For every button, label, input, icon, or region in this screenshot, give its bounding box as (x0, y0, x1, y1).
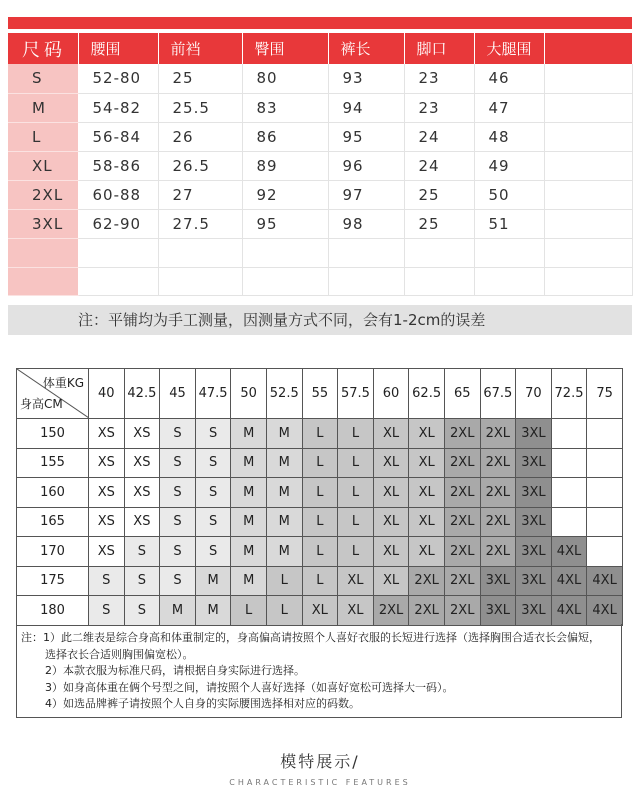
size-recommendation-cell (551, 448, 587, 478)
height-row (17, 419, 623, 449)
size-recommendation-cell: S (195, 419, 231, 449)
height-label-cell: 170 (17, 537, 89, 567)
size-recommendation-cell: S (195, 507, 231, 537)
size-recommendation-cell: S (195, 537, 231, 567)
size-recommendation-cell: XL (338, 596, 374, 626)
size-recommendation-cell: XL (409, 478, 445, 508)
size-recommendation-cell: L (302, 537, 338, 567)
size-recommendation-cell: XS (124, 478, 160, 508)
size-recommendation-cell: 2XL (444, 566, 480, 596)
size-value-cell: 26.5 (158, 151, 242, 180)
height-row (17, 448, 623, 478)
size-row (8, 267, 632, 295)
size-recommendation-cell: XS (89, 537, 125, 567)
size-value-cell: 92 (242, 180, 328, 209)
size-label-cell: L (8, 122, 78, 151)
size-value-cell (78, 267, 158, 295)
size-row (8, 122, 632, 151)
size-value-cell (78, 238, 158, 267)
size-recommendation-cell: S (160, 537, 196, 567)
size-recommendation-cell: M (231, 448, 267, 478)
size-recommendation-cell: M (231, 478, 267, 508)
size-recommendation-cell: L (266, 596, 302, 626)
size-recommendation-cell: L (266, 566, 302, 596)
weight-header-cell: 40 (89, 369, 125, 419)
size-recommendation-cell: 2XL (409, 566, 445, 596)
size-recommendation-cell: 2XL (373, 596, 409, 626)
size-row (8, 238, 632, 267)
weight-header-cell: 57.5 (338, 369, 374, 419)
size-recommendation-cell: L (302, 448, 338, 478)
size-recommendation-cell: XS (89, 419, 125, 449)
size-recommendation-cell: L (338, 507, 374, 537)
size-row (8, 209, 632, 238)
size-recommendation-cell: S (89, 566, 125, 596)
size-recommendation-cell: 3XL (480, 566, 516, 596)
weight-header-cell: 50 (231, 369, 267, 419)
size-recommendation-cell: M (231, 419, 267, 449)
size-recommendation-cell: L (338, 448, 374, 478)
size-recommendation-cell: S (89, 596, 125, 626)
size-recommendation-cell: XL (373, 478, 409, 508)
header-empty (544, 33, 632, 64)
size-recommendation-cell: M (266, 537, 302, 567)
size-value-cell: 96 (328, 151, 404, 180)
size-recommendation-cell: 3XL (516, 448, 552, 478)
size-recommendation-cell (587, 419, 623, 449)
size-value-cell (544, 238, 632, 267)
size-recommendation-cell: S (160, 478, 196, 508)
size-value-cell (544, 151, 632, 180)
size-recommendation-cell: 2XL (444, 448, 480, 478)
note-line-3: 3）如身高体重在俩个号型之间，请按照个人喜好选择（如喜好宽松可选择大一码）。 (45, 680, 454, 694)
size-value-cell: 27 (158, 180, 242, 209)
size-recommendation-cell: XL (409, 507, 445, 537)
weight-height-chart (16, 368, 623, 626)
size-recommendation-cell: S (160, 566, 196, 596)
note-line-2: 2）本款衣服为标准尺码，请根据自身实际进行选择。 (45, 664, 305, 677)
size-recommendation-cell: 4XL (587, 566, 623, 596)
size-recommendation-cell: XL (373, 419, 409, 449)
size-value-cell (544, 180, 632, 209)
size-value-cell: 80 (242, 64, 328, 93)
note-line-4: 4）如选品牌裤子请按照个人自身的实际腰围选择相对应的码数。 (45, 697, 360, 710)
size-recommendation-cell: S (195, 448, 231, 478)
size-value-cell: 25.5 (158, 93, 242, 122)
size-value-cell: 25 (404, 209, 474, 238)
size-recommendation-cell (551, 419, 587, 449)
size-value-cell: 95 (328, 122, 404, 151)
size-value-cell: 93 (328, 64, 404, 93)
size-recommendation-cell: 2XL (480, 507, 516, 537)
size-recommendation-cell: M (266, 507, 302, 537)
height-row (17, 478, 623, 508)
size-label-cell: M (8, 93, 78, 122)
height-label-cell: 180 (17, 596, 89, 626)
size-row (8, 151, 632, 180)
size-value-cell (158, 267, 242, 295)
size-value-cell: 27.5 (158, 209, 242, 238)
size-value-cell (544, 93, 632, 122)
size-label-cell: XL (8, 151, 78, 180)
size-recommendation-cell: 3XL (480, 596, 516, 626)
height-label-cell: 150 (17, 419, 89, 449)
size-recommendation-cell: M (195, 596, 231, 626)
size-value-cell: 50 (474, 180, 544, 209)
height-label-cell: 165 (17, 507, 89, 537)
size-recommendation-cell: M (195, 566, 231, 596)
note-line-1: 注：1）此二维表是综合身高和体重制定的，身高偏高请按照个人喜好衣服的长短进行选择（选择胸围合适衣长会偏短， (21, 631, 600, 644)
size-recommendation-cell: 3XL (516, 537, 552, 567)
size-recommendation-cell (587, 478, 623, 508)
size-row (8, 180, 632, 209)
size-value-cell: 48 (474, 122, 544, 151)
size-value-cell: 26 (158, 122, 242, 151)
header-hip: 臀围 (242, 33, 328, 64)
weight-header-cell: 62.5 (409, 369, 445, 419)
size-label-cell (8, 238, 78, 267)
size-row (8, 64, 632, 93)
size-recommendation-cell: XL (302, 596, 338, 626)
weight-axis-label: 体重KG (42, 376, 84, 390)
height-label-cell: 160 (17, 478, 89, 508)
height-axis-label: 身高CM (20, 397, 63, 411)
header-length: 裤长 (328, 33, 404, 64)
size-recommendation-cell: XL (373, 448, 409, 478)
size-recommendation-cell: M (266, 419, 302, 449)
size-recommendation-cell: L (231, 596, 267, 626)
size-recommendation-cell: XL (373, 566, 409, 596)
size-recommendation-cell: M (266, 478, 302, 508)
size-recommendation-cell: XS (89, 448, 125, 478)
model-section-title: 模特展示/ (280, 752, 360, 771)
size-recommendation-cell: 2XL (480, 537, 516, 567)
size-value-cell: 52-80 (78, 64, 158, 93)
size-row (8, 93, 632, 122)
height-label-cell: 155 (17, 448, 89, 478)
size-chart-header-row (8, 33, 632, 64)
height-row (17, 596, 623, 626)
size-recommendation-cell: XL (409, 419, 445, 449)
size-recommendation-cell: 3XL (516, 566, 552, 596)
size-value-cell: 89 (242, 151, 328, 180)
size-recommendation-cell: S (124, 566, 160, 596)
height-row (17, 537, 623, 567)
weight-header-cell: 72.5 (551, 369, 587, 419)
size-recommendation-cell: 2XL (444, 419, 480, 449)
weight-header-cell: 47.5 (195, 369, 231, 419)
size-recommendation-cell: S (195, 478, 231, 508)
size-recommendation-cell: XS (124, 448, 160, 478)
size-recommendation-cell: 2XL (444, 507, 480, 537)
size-value-cell: 25 (404, 180, 474, 209)
size-recommendation-cell: M (160, 596, 196, 626)
measurement-note: 注：平铺均为手工测量，因测量方式不同，会有1-2cm的误差 (8, 305, 632, 335)
header-size: 尺码 (8, 33, 78, 64)
size-recommendation-cell: L (338, 537, 374, 567)
size-value-cell: 97 (328, 180, 404, 209)
size-guide-notes (16, 624, 622, 718)
size-value-cell (328, 267, 404, 295)
size-recommendation-cell: XL (409, 448, 445, 478)
size-recommendation-cell: S (160, 507, 196, 537)
size-value-cell: 54-82 (78, 93, 158, 122)
size-value-cell: 23 (404, 93, 474, 122)
model-section-subtitle: CHARACTERISTIC FEATURES (229, 778, 411, 787)
size-recommendation-cell: 3XL (516, 507, 552, 537)
size-recommendation-cell: 2XL (480, 478, 516, 508)
weight-header-cell: 52.5 (266, 369, 302, 419)
header-red-bar (8, 17, 632, 29)
size-value-cell: 83 (242, 93, 328, 122)
size-value-cell: 58-86 (78, 151, 158, 180)
size-recommendation-cell: S (124, 537, 160, 567)
weight-header-cell: 67.5 (480, 369, 516, 419)
size-recommendation-cell: L (338, 419, 374, 449)
weight-header-cell: 70 (516, 369, 552, 419)
header-leg-opening: 脚口 (404, 33, 474, 64)
header-front-rise: 前裆 (158, 33, 242, 64)
size-value-cell: 62-90 (78, 209, 158, 238)
size-recommendation-cell: 2XL (409, 596, 445, 626)
size-value-cell (544, 64, 632, 93)
size-value-cell: 49 (474, 151, 544, 180)
size-value-cell: 47 (474, 93, 544, 122)
size-label-cell: S (8, 64, 78, 93)
weight-header-cell: 55 (302, 369, 338, 419)
size-recommendation-cell: 2XL (444, 537, 480, 567)
size-value-cell: 94 (328, 93, 404, 122)
size-value-cell (242, 238, 328, 267)
size-value-cell: 98 (328, 209, 404, 238)
size-recommendation-cell: XS (89, 478, 125, 508)
size-recommendation-cell (551, 478, 587, 508)
size-value-cell: 23 (404, 64, 474, 93)
size-recommendation-cell: 2XL (444, 596, 480, 626)
size-value-cell: 24 (404, 122, 474, 151)
weight-header-cell: 65 (444, 369, 480, 419)
header-waist: 腰围 (78, 33, 158, 64)
height-row (17, 566, 623, 596)
size-recommendation-cell (587, 448, 623, 478)
size-value-cell: 25 (158, 64, 242, 93)
size-recommendation-cell: M (266, 448, 302, 478)
size-value-cell: 46 (474, 64, 544, 93)
size-label-cell (8, 267, 78, 295)
size-recommendation-cell: XL (338, 566, 374, 596)
weight-header-cell: 75 (587, 369, 623, 419)
size-recommendation-cell: 4XL (551, 566, 587, 596)
header-thigh: 大腿围 (474, 33, 544, 64)
size-value-cell (474, 267, 544, 295)
size-recommendation-cell: 3XL (516, 596, 552, 626)
size-recommendation-cell: 4XL (551, 537, 587, 567)
size-recommendation-cell: 4XL (551, 596, 587, 626)
size-recommendation-cell: XS (124, 507, 160, 537)
size-value-cell: 51 (474, 209, 544, 238)
corner-cell (17, 369, 89, 419)
weight-header-row (17, 369, 623, 419)
weight-header-cell: 45 (160, 369, 196, 419)
size-value-cell (404, 238, 474, 267)
size-value-cell: 95 (242, 209, 328, 238)
size-value-cell (544, 122, 632, 151)
size-value-cell (158, 238, 242, 267)
size-value-cell (328, 238, 404, 267)
size-recommendation-cell: L (338, 478, 374, 508)
weight-header-cell: 60 (373, 369, 409, 419)
size-recommendation-cell: 2XL (444, 478, 480, 508)
size-recommendation-cell: XS (89, 507, 125, 537)
size-value-cell (404, 267, 474, 295)
weight-header-cell: 42.5 (124, 369, 160, 419)
size-recommendation-cell (587, 537, 623, 567)
size-recommendation-cell: L (302, 507, 338, 537)
size-recommendation-cell: S (160, 448, 196, 478)
size-recommendation-cell: S (124, 596, 160, 626)
size-recommendation-cell (551, 507, 587, 537)
size-value-cell (474, 238, 544, 267)
size-value-cell: 56-84 (78, 122, 158, 151)
size-recommendation-cell (587, 507, 623, 537)
size-recommendation-cell: L (302, 419, 338, 449)
size-recommendation-cell: 2XL (480, 448, 516, 478)
size-recommendation-cell: 4XL (587, 596, 623, 626)
size-recommendation-cell: XL (409, 537, 445, 567)
height-row (17, 507, 623, 537)
height-label-cell: 175 (17, 566, 89, 596)
size-recommendation-cell: M (231, 566, 267, 596)
size-value-cell (544, 209, 632, 238)
size-recommendation-cell: XL (373, 537, 409, 567)
size-recommendation-cell: M (231, 507, 267, 537)
size-chart-table (8, 33, 633, 296)
size-recommendation-cell: 3XL (516, 419, 552, 449)
note-line-1b: 选择衣长合适则胸围偏宽松）。 (45, 647, 194, 661)
size-recommendation-cell: XL (373, 507, 409, 537)
size-value-cell (544, 267, 632, 295)
size-value-cell: 86 (242, 122, 328, 151)
size-recommendation-cell: S (160, 419, 196, 449)
size-recommendation-cell: 3XL (516, 478, 552, 508)
size-value-cell (242, 267, 328, 295)
size-recommendation-cell: L (302, 478, 338, 508)
size-label-cell: 3XL (8, 209, 78, 238)
size-label-cell: 2XL (8, 180, 78, 209)
size-value-cell: 24 (404, 151, 474, 180)
size-recommendation-cell: L (302, 566, 338, 596)
size-recommendation-cell: 2XL (480, 419, 516, 449)
size-recommendation-cell: XS (124, 419, 160, 449)
size-recommendation-cell: M (231, 537, 267, 567)
size-value-cell: 60-88 (78, 180, 158, 209)
